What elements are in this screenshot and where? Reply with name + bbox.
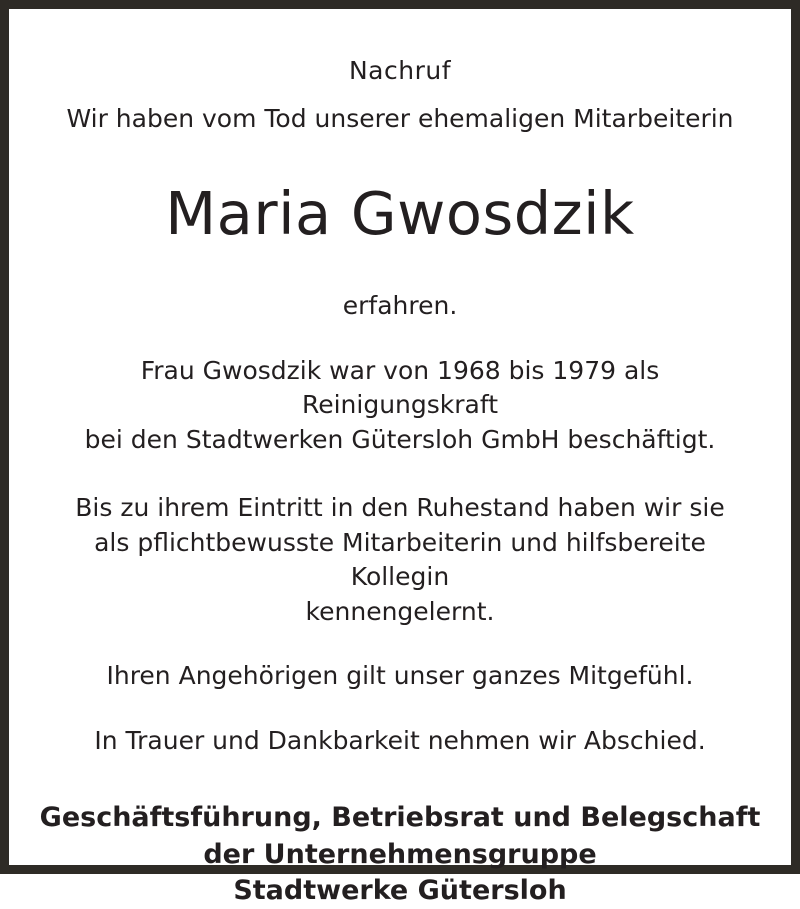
notice-signature [40, 800, 761, 909]
signature-line: Stadtwerke Gütersloh [233, 875, 567, 907]
notice-paragraph-condolence [106, 659, 693, 694]
paragraph-line: Frau Gwosdzik war von 1968 bis 1979 als Reinigungskraft [140, 355, 660, 420]
notice-paragraph-tribute [53, 491, 747, 629]
notice-paragraph-farewell [94, 724, 705, 759]
notice-kicker: Nachruf [348, 56, 452, 85]
paragraph-line: Bis zu ihrem Eintritt in den Ruhestand haben wir sie [75, 493, 725, 523]
signature-line: Geschäftsführung, Betriebsrat und Belegschaft [39, 802, 761, 834]
notice-lead-text: Wir haben vom Tod unserer ehemaligen Mitarbeiterin [66, 104, 734, 134]
paragraph-line: kennengelernt. [305, 596, 495, 626]
signature-line: der Unternehmensgruppe [203, 838, 597, 870]
paragraph-line: In Trauer und Dankbarkeit nehmen wir Abschied. [94, 725, 706, 755]
paragraph-line: als pflichtbewusste Mitarbeiterin und hilfsbereite Kollegin [94, 527, 706, 592]
paragraph-line: bei den Stadtwerken Gütersloh GmbH beschäftigt. [84, 424, 716, 454]
paragraph-line: Ihren Angehörigen gilt unser ganzes Mitgefühl. [106, 661, 694, 691]
notice-learned-text: erfahren. [342, 290, 458, 320]
deceased-name: Maria Gwosdzik [165, 178, 635, 248]
notice-paragraph-employment [53, 354, 747, 458]
